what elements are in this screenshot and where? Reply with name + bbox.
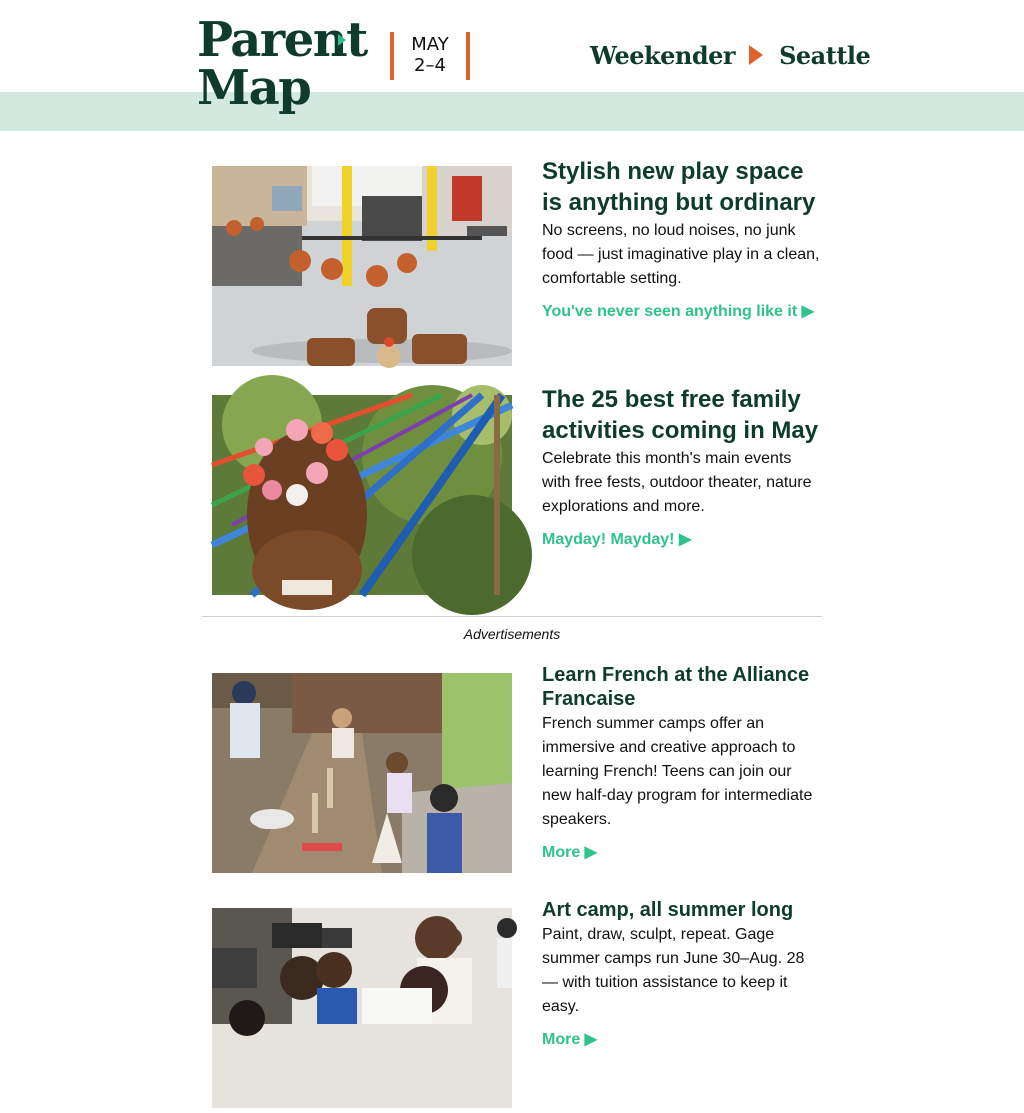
article-summary: Celebrate this month's main events with free fests, outdoor theater, nature explorations and more. bbox=[542, 450, 812, 515]
article-title[interactable]: Stylish new play space is anything but ordinary bbox=[542, 158, 816, 216]
advertisements-label: Advertisements bbox=[463, 626, 561, 642]
triangle-arrow-icon bbox=[749, 45, 763, 65]
edition-city: Seattle bbox=[779, 40, 871, 70]
ad-more-link[interactable]: More ▶ bbox=[542, 1031, 597, 1048]
maypole-photo[interactable] bbox=[212, 395, 512, 595]
ad-text bbox=[542, 898, 824, 1049]
article-summary: No screens, no loud noises, no junk food — just imaginative play in a clean, comfortable setting. bbox=[542, 222, 820, 287]
header-band bbox=[0, 92, 1024, 131]
play-icon bbox=[338, 34, 346, 46]
edition-title bbox=[590, 40, 870, 70]
french-camp-photo[interactable] bbox=[212, 673, 512, 873]
art-camp-photo[interactable] bbox=[212, 908, 512, 1108]
ad-title[interactable]: Art camp, all summer long bbox=[542, 899, 794, 921]
logo-line-2: Map bbox=[197, 60, 311, 116]
article-text bbox=[542, 156, 824, 321]
ad-more-link[interactable]: More ▶ bbox=[542, 844, 597, 861]
logo-line-1: Parent bbox=[197, 12, 367, 68]
article-link[interactable]: Mayday! Mayday! ▶ bbox=[542, 531, 692, 548]
email-header bbox=[0, 0, 1024, 92]
section-divider bbox=[202, 616, 822, 617]
parentmap-logo[interactable] bbox=[197, 12, 367, 116]
ad-text bbox=[542, 663, 824, 862]
article-link[interactable]: You've never seen anything like it ▶ bbox=[542, 303, 814, 320]
date-badge bbox=[390, 32, 470, 80]
ad-summary: Paint, draw, sculpt, repeat. Gage summer camps run June 30–Aug. 28 — with tuition assistance to keep it easy. bbox=[542, 926, 805, 1015]
ad-title[interactable]: Learn French at the Alliance Francaise bbox=[542, 664, 810, 710]
article-title[interactable]: The 25 best free family activities coming in May bbox=[542, 386, 819, 444]
edition-name: Weekender bbox=[590, 40, 736, 70]
play-space-photo[interactable] bbox=[212, 166, 512, 366]
date-days: 2–4 bbox=[414, 55, 446, 76]
ad-summary: French summer camps offer an immersive and creative approach to learning French! Teens can join our new half-day program for intermediate speakers. bbox=[542, 715, 813, 828]
article-text bbox=[542, 384, 824, 549]
date-month: MAY bbox=[411, 34, 449, 55]
